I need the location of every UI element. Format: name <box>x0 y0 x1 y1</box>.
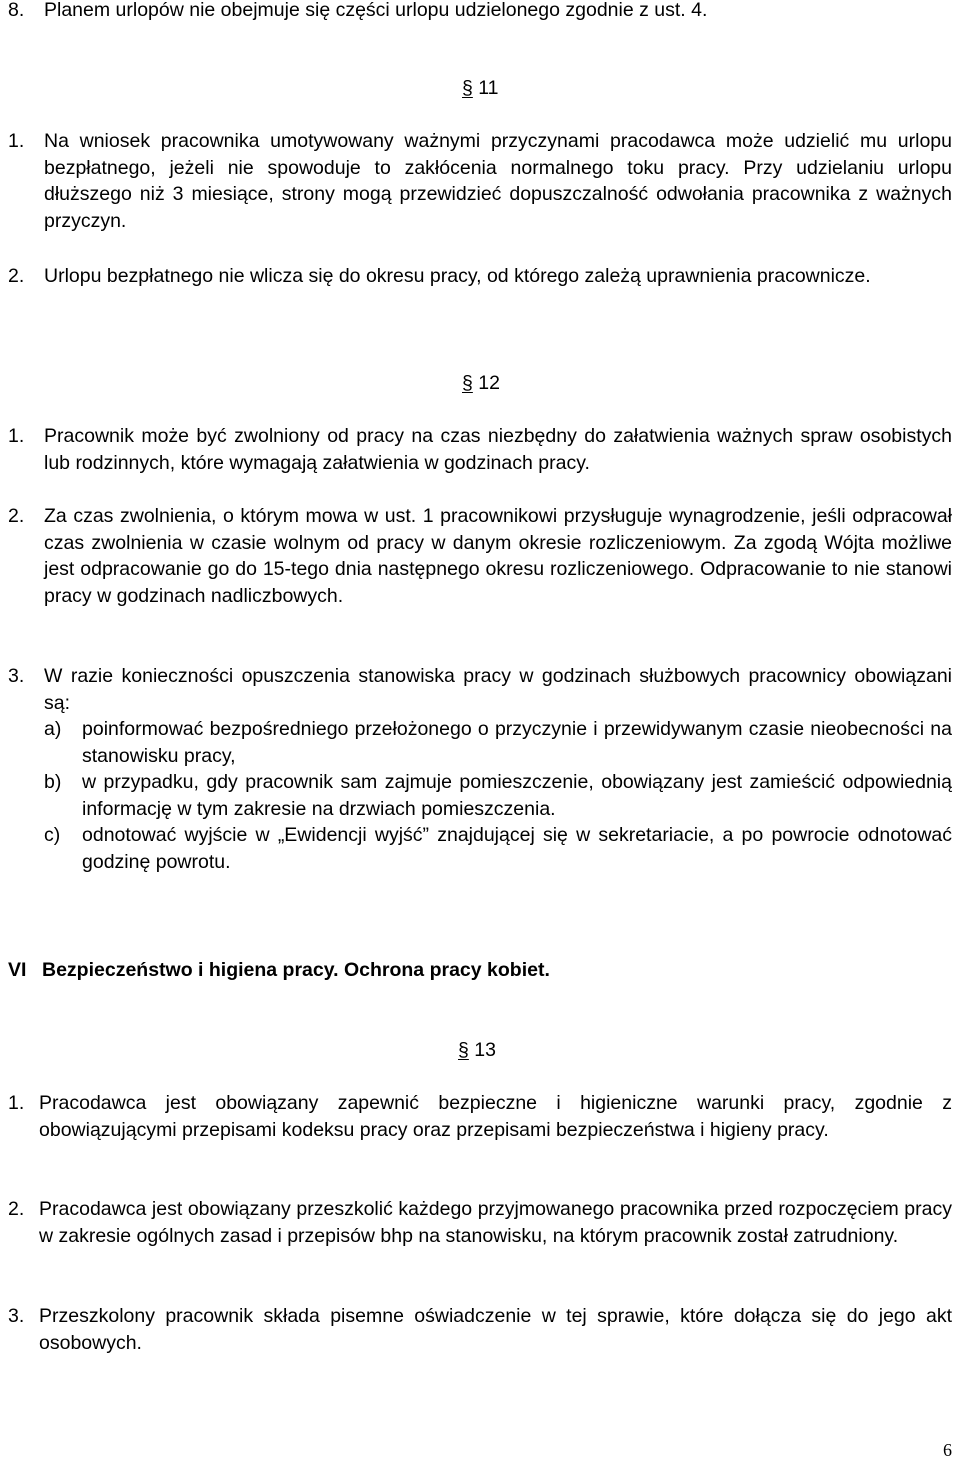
list-item <box>8 423 952 476</box>
list-item <box>8 1303 952 1356</box>
sub-item-a <box>44 716 952 769</box>
sub-item-text: odnotować wyjście w „Ewidencji wyjść” znajdującej się w sekretariacie, a po powrocie odnotować godzinę powrotu. <box>82 824 952 873</box>
page-number: 6 <box>943 1440 952 1460</box>
item-number: 1. <box>8 1092 25 1114</box>
list-item <box>8 1090 952 1143</box>
item-text: Urlopu bezpłatnego nie wlicza się do okresu pracy, od którego zależą uprawnienia pracownicze. <box>44 265 871 287</box>
sub-item-text: poinformować bezpośredniego przełożonego o przyczynie i przewidywanym czasie nieobecności na stanowisku pracy, <box>82 718 952 767</box>
paragraph-heading-11 <box>462 75 499 102</box>
paragraph-number: 11 <box>478 77 499 99</box>
item-text: Za czas zwolnienia, o którym mowa w ust. 1 pracownikowi przysługuje wynagrodzenie, jeśli odpracował czas zwolnienia w czasie wolnym od pracy w danym okresie rozliczeniowym. Za zgodą Wójta możliwe jest odpracowanie go do 15-tego dnia następnego okresu rozliczeniowego. Odpracowanie to nie stanowi pracy w godzinach nadliczbowych. <box>44 505 952 607</box>
item-text: Pracodawca jest obowiązany przeszkolić każdego przyjmowanego pracownika przed rozpoczęciem pracy w zakresie ogólnych zasad i przepisów bhp na stanowisku, na którym pracownik został zatrudniony. <box>39 1198 952 1247</box>
paragraph-number: 12 <box>478 372 500 394</box>
item-text: Pracownik może być zwolniony od pracy na czas niezbędny do załatwienia ważnych spraw osobistych lub rodzinnych, które wymagają załatwienia w godzinach pracy. <box>44 425 952 474</box>
section-roman-numeral: VI <box>8 959 27 981</box>
list-item <box>8 1196 952 1249</box>
section-heading-vi <box>8 957 948 984</box>
sub-item-letter: b) <box>44 771 62 793</box>
item-text: Przeszkolony pracownik składa pisemne oświadczenie w tej sprawie, które dołącza się do jego akt osobowych. <box>39 1305 952 1354</box>
sub-item-letter: a) <box>44 718 62 740</box>
list-item <box>8 128 952 234</box>
item-number: 8. <box>8 0 25 21</box>
item-text: W razie konieczności opuszczenia stanowiska pracy w godzinach służbowych pracownicy obowiązani są: <box>44 665 952 714</box>
section-title: Bezpieczeństwo i higiena pracy. Ochrona pracy kobiet. <box>42 959 550 981</box>
sub-item-letter: c) <box>44 824 61 846</box>
item-number: 2. <box>8 505 25 527</box>
item-text: Pracodawca jest obowiązany zapewnić bezpieczne i higieniczne warunki pracy, zgodnie z obowiązującymi przepisami kodeksu pracy oraz przepisami bezpieczeństwa i higieny pracy. <box>39 1092 952 1141</box>
list-item <box>8 663 952 716</box>
sub-item-c <box>44 822 952 875</box>
item-number: 3. <box>8 1305 25 1327</box>
list-item <box>8 263 952 290</box>
list-item <box>8 503 952 609</box>
section-sign: § <box>462 77 473 99</box>
item-number: 3. <box>8 665 25 687</box>
section-sign: § <box>458 1039 469 1061</box>
list-item-8 <box>8 0 952 24</box>
sub-item-b <box>44 769 952 822</box>
item-number: 1. <box>8 130 25 152</box>
item-number: 2. <box>8 1198 25 1220</box>
item-number: 1. <box>8 425 25 447</box>
item-text: Na wniosek pracownika umotywowany ważnymi przyczynami pracodawca może udzielić mu urlopu bezpłatnego, jeżeli nie spowoduje to zakłócenia normalnego toku pracy. Przy udzielaniu urlopu dłuższego niż 3 miesiące, strony mogą przewidzieć dopuszczalność odwołania pracownika z ważnych przyczyn. <box>44 130 952 232</box>
item-text: Planem urlopów nie obejmuje się części urlopu udzielonego zgodnie z ust. 4. <box>44 0 708 21</box>
item-number: 2. <box>8 265 25 287</box>
sub-item-text: w przypadku, gdy pracownik sam zajmuje pomieszczenie, obowiązany jest zamieścić odpowiednią informację w tym zakresie na drzwiach pomieszczenia. <box>82 771 952 820</box>
paragraph-heading-13 <box>458 1037 496 1064</box>
paragraph-number: 13 <box>474 1039 496 1061</box>
paragraph-heading-12 <box>462 370 500 397</box>
section-sign: § <box>462 372 473 394</box>
